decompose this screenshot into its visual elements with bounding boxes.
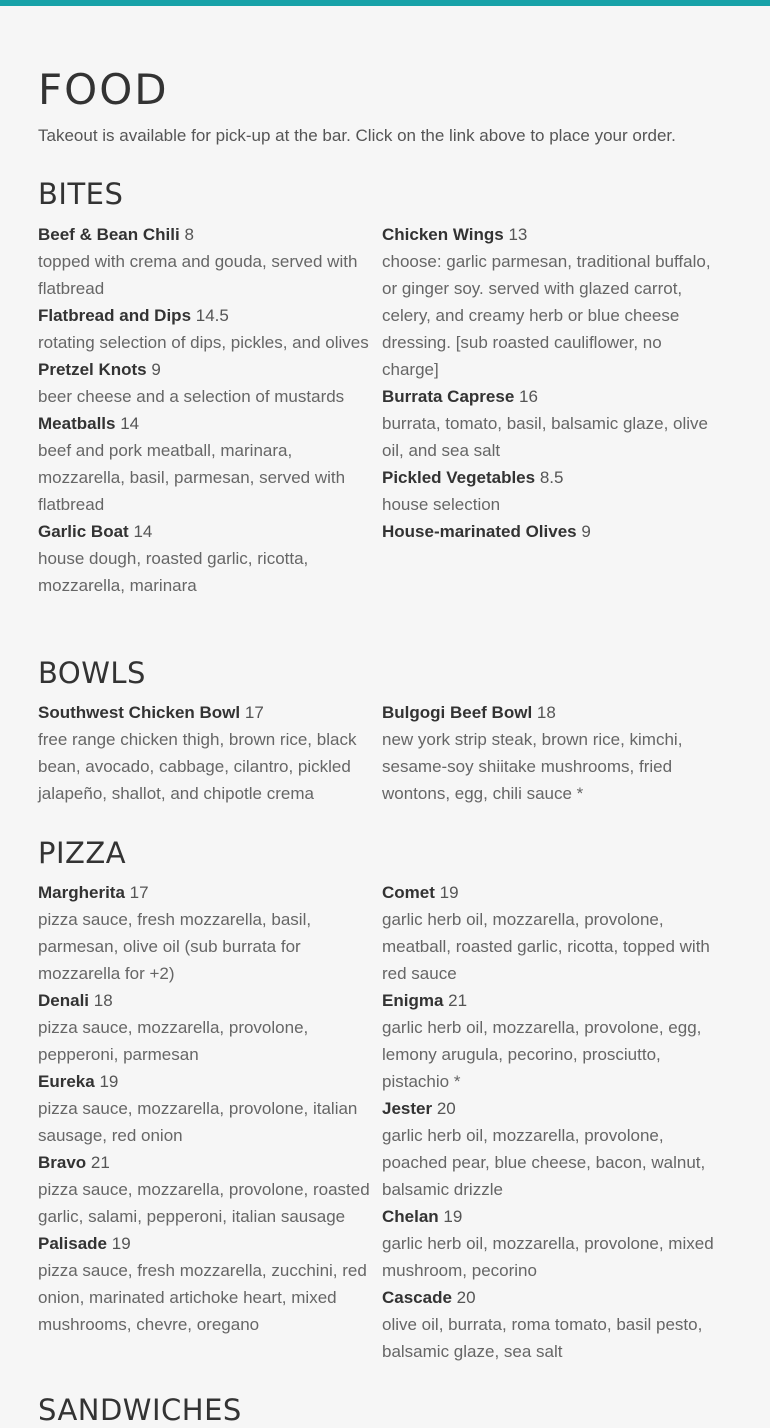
menu-item-description: beef and pork meatball, marinara, mozzarella, basil, parmesan, served with flatbread: [38, 441, 346, 514]
menu-item-name: Cascade: [382, 1288, 452, 1307]
menu-item: [382, 987, 714, 1095]
menu-item-heading: [382, 879, 714, 906]
menu-item-description: free range chicken thigh, brown rice, black bean, avocado, cabbage, cilantro, pickled jalapeño, shallot, and chipotle crema: [38, 730, 357, 803]
menu-item: [38, 410, 370, 518]
menu-item: [382, 1095, 714, 1203]
menu-item-description: new york strip steak, brown rice, kimchi, sesame-soy shiitake mushrooms, fried wontons, egg, chili sauce *: [382, 730, 683, 803]
menu-item-price: 19: [99, 1072, 119, 1091]
menu-item-price: 9: [581, 522, 591, 541]
menu-item-name: Chelan: [382, 1207, 439, 1226]
menu-item: [382, 1284, 714, 1365]
menu-item-price: 14: [120, 414, 140, 433]
top-accent-bar: [0, 0, 770, 6]
menu-item-heading: [38, 302, 370, 329]
page-title: FOOD: [38, 65, 169, 114]
menu-item: [38, 1149, 370, 1230]
section-title-sandwiches: SANDWICHES: [38, 1393, 242, 1427]
menu-item-heading: [382, 699, 714, 726]
menu-item: [38, 302, 370, 356]
menu-item-price: 21: [448, 991, 468, 1010]
menu-item-name: Margherita: [38, 883, 125, 902]
bites-right-column: [382, 221, 714, 545]
menu-item-name: Southwest Chicken Bowl: [38, 703, 241, 722]
menu-item-name: Garlic Boat: [38, 522, 129, 541]
menu-item-name: Beef & Bean Chili: [38, 225, 180, 244]
menu-item-description: burrata, tomato, basil, balsamic glaze, olive oil, and sea salt: [382, 414, 708, 460]
menu-item-name: Pickled Vegetables: [382, 468, 536, 487]
menu-item-heading: [382, 221, 714, 248]
menu-item-heading: [38, 1068, 370, 1095]
menu-item-description: topped with crema and gouda, served with flatbread: [38, 252, 358, 298]
menu-item-name: Comet: [382, 883, 435, 902]
menu-item-heading: [38, 879, 370, 906]
menu-item-description: pizza sauce, fresh mozzarella, zucchini, red onion, marinated artichoke heart, mixed mushrooms, chevre, oregano: [38, 1261, 367, 1334]
menu-item-description: house selection: [382, 495, 501, 514]
menu-item-name: Pretzel Knots: [38, 360, 147, 379]
menu-item-name: Chicken Wings: [382, 225, 504, 244]
menu-item-description: beer cheese and a selection of mustards: [38, 387, 345, 406]
menu-item-heading: [382, 1284, 714, 1311]
menu-item-name: Jester: [382, 1099, 433, 1118]
menu-item-name: Bravo: [38, 1153, 87, 1172]
menu-item-price: 19: [111, 1234, 131, 1253]
menu-item-description: garlic herb oil, mozzarella, provolone, meatball, roasted garlic, ricotta, topped with red sauce: [382, 910, 710, 983]
menu-item-description: pizza sauce, mozzarella, provolone, roasted garlic, salami, pepperoni, italian sausage: [38, 1180, 370, 1226]
menu-item: [382, 464, 714, 518]
menu-item: [38, 1230, 370, 1338]
menu-item-heading: [38, 1149, 370, 1176]
menu-item-price: 8: [184, 225, 194, 244]
menu-item-name: House-marinated Olives: [382, 522, 577, 541]
menu-item: [38, 987, 370, 1068]
menu-item-price: 19: [439, 883, 459, 902]
menu-item: [38, 356, 370, 410]
takeout-notice: Takeout is available for pick-up at the bar. Click on the link above to place your order.: [38, 126, 676, 145]
menu-item-description: pizza sauce, mozzarella, provolone, pepperoni, parmesan: [38, 1018, 309, 1064]
menu-item-price: 18: [93, 991, 113, 1010]
menu-item-price: 14: [133, 522, 153, 541]
menu-item: [382, 879, 714, 987]
menu-item-name: Meatballs: [38, 414, 116, 433]
menu-item-price: 13: [508, 225, 528, 244]
menu-item-name: Flatbread and Dips: [38, 306, 192, 325]
menu-item: [38, 221, 370, 302]
menu-item-price: 19: [443, 1207, 463, 1226]
menu-item: [382, 1203, 714, 1284]
menu-item-description: pizza sauce, mozzarella, provolone, italian sausage, red onion: [38, 1099, 358, 1145]
menu-item-name: Palisade: [38, 1234, 107, 1253]
menu-item: [382, 699, 714, 807]
bowls-left-column: [38, 699, 370, 807]
menu-item-price: 14.5: [195, 306, 229, 325]
menu-item-heading: [38, 699, 370, 726]
menu-item: [382, 221, 714, 383]
pizza-right-column: [382, 879, 714, 1365]
menu-item-description: choose: garlic parmesan, traditional buffalo, or ginger soy. served with glazed carrot, celery, and creamy herb or blue cheese dressing. [sub roasted cauliflower, no charge]: [382, 252, 711, 379]
menu-item-heading: [38, 1230, 370, 1257]
menu-item-name: Denali: [38, 991, 90, 1010]
menu-item-heading: [382, 383, 714, 410]
menu-item-heading: [382, 1203, 714, 1230]
menu-item-heading: [38, 356, 370, 383]
menu-item-price: 17: [244, 703, 264, 722]
menu-item-heading: [38, 518, 370, 545]
bites-left-column: [38, 221, 370, 599]
menu-item-heading: [382, 464, 714, 491]
menu-item: [38, 879, 370, 987]
menu-item-name: Bulgogi Beef Bowl: [382, 703, 533, 722]
menu-item-heading: [38, 987, 370, 1014]
menu-item-name: Eureka: [38, 1072, 95, 1091]
menu-item: [382, 518, 714, 545]
menu-item-description: garlic herb oil, mozzarella, provolone, poached pear, blue cheese, bacon, walnut, balsamic drizzle: [382, 1126, 706, 1199]
menu-item-description: pizza sauce, fresh mozzarella, basil, parmesan, olive oil (sub burrata for mozzarella for +2): [38, 910, 312, 983]
menu-item-price: 9: [151, 360, 161, 379]
section-title-bowls: BOWLS: [38, 656, 146, 690]
menu-item-heading: [382, 518, 714, 545]
menu-item-name: Burrata Caprese: [382, 387, 515, 406]
menu-item-description: garlic herb oil, mozzarella, provolone, mixed mushroom, pecorino: [382, 1234, 714, 1280]
menu-item: [38, 699, 370, 807]
bowls-right-column: [382, 699, 714, 807]
menu-item-price: 20: [436, 1099, 456, 1118]
menu-item-heading: [38, 221, 370, 248]
menu-item-description: rotating selection of dips, pickles, and olives: [38, 333, 369, 352]
menu-item-price: 18: [536, 703, 556, 722]
section-title-pizza: PIZZA: [38, 836, 127, 870]
menu-item-heading: [382, 987, 714, 1014]
menu-item-price: 17: [129, 883, 149, 902]
menu-item-heading: [38, 410, 370, 437]
menu-item-price: 8.5: [539, 468, 564, 487]
menu-item-description: olive oil, burrata, roma tomato, basil pesto, balsamic glaze, sea salt: [382, 1315, 703, 1361]
menu-item-price: 21: [90, 1153, 110, 1172]
menu-item-description: house dough, roasted garlic, ricotta, mozzarella, marinara: [38, 549, 309, 595]
section-title-bites: BITES: [38, 177, 124, 211]
menu-item-price: 16: [519, 387, 538, 406]
menu-item-price: 20: [456, 1288, 476, 1307]
menu-item-heading: [382, 1095, 714, 1122]
menu-item: [382, 383, 714, 464]
menu-item-name: Enigma: [382, 991, 444, 1010]
menu-item-description: garlic herb oil, mozzarella, provolone, egg, lemony arugula, pecorino, prosciutto, pistachio *: [382, 1018, 702, 1091]
menu-item: [38, 1068, 370, 1149]
menu-item: [38, 518, 370, 599]
pizza-left-column: [38, 879, 370, 1338]
